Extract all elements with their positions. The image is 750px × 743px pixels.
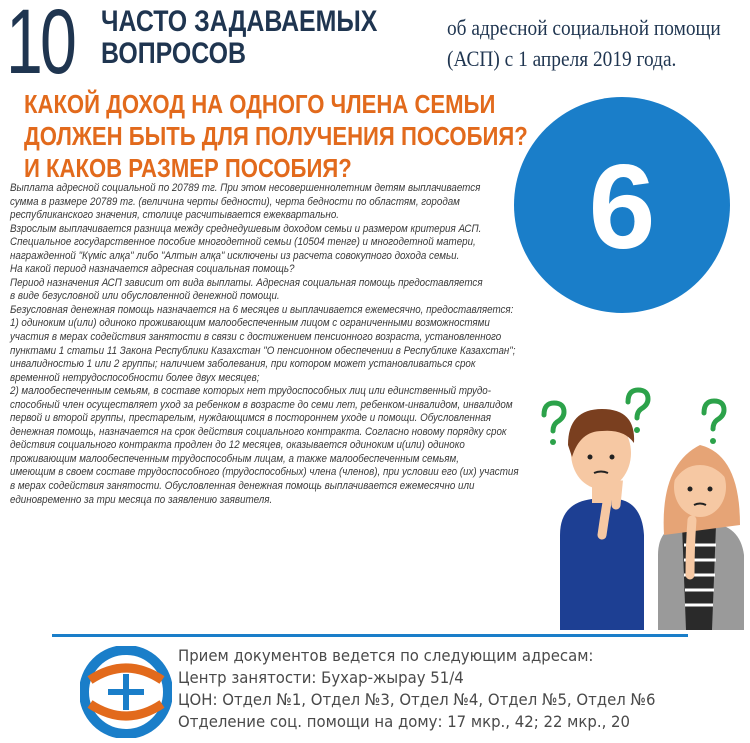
answer-text-line: действия социального контракта продлен до 12 месяцев, оказывается одиноким и(или) одиноко [10, 439, 465, 452]
header-subtitle-line1: об адресной социальной помощи [447, 15, 721, 40]
answer-text-line: 1) одиноким и(или) одиноко проживающим малообеспеченным лицом с ограниченными возможностями [10, 317, 490, 330]
answer-text-line: сумма в размере 20789 тг. (величина черты бедности), черта бедности по областям, городам [10, 195, 460, 208]
answer-text-line: в виде безусловной или обусловленной денежной помощи. [10, 290, 280, 303]
answer-text-line: 2) малообеспеченным семьям, в составе которых нет трудоспособных лиц или единственный трудо- [10, 385, 492, 398]
address-con: ЦОН: Отдел №1, Отдел №3, Отдел №4, Отдел №5, Отдел №6 [178, 690, 656, 709]
logo-icon [80, 646, 172, 738]
question-heading [24, 88, 528, 184]
woman-figure-icon [658, 445, 744, 630]
question-mark-dot-icon [550, 439, 556, 445]
header-number: 10 [6, 0, 74, 93]
answer-text-line: способный член осуществляет уход за ребенком в возрасте до семи лет, ребенком-инвалидом, инвалидом [10, 398, 513, 411]
question-line1: КАКОЙ ДОХОД НА ОДНОГО ЧЛЕНА СЕМЬИ [24, 89, 496, 119]
answer-text-line: временной нетрудоспособности более двух месяцев; [10, 371, 260, 384]
answer-text-line: республиканского значения, столице расчитывается ежеквартально. [10, 209, 339, 222]
addresses-block [178, 645, 655, 733]
people-illustration [540, 385, 750, 630]
answer-text-line: награжденной "Күміс алқа" либо "Алтын алқа" исключены из расчета совокупного дохода семьи. [10, 249, 460, 262]
header-title [101, 6, 377, 70]
question-mark-icon [628, 390, 648, 418]
answer-text-line: денежная помощь, назначается на срок действия социального контракта. Согласно новому порядку срок [10, 425, 507, 438]
address-home-assistance: Отделение соц. помощи на дому: 17 мкр., 42; 22 мкр., 20 [178, 712, 630, 731]
footer-divider [52, 634, 688, 637]
header-title-line1: ЧАСТО ЗАДАВАЕМЫХ [101, 5, 378, 38]
question-line3: И КАКОВ РАЗМЕР ПОСОБИЯ? [24, 153, 352, 183]
question-mark-dot-icon [634, 427, 640, 433]
header-subtitle-line2: (АСП) с 1 апреля 2019 года. [447, 46, 677, 71]
question-number: 6 [588, 140, 656, 274]
answer-text-line: проживающим малообеспеченным трудоспособным лицам, а также малообеспеченным семьям, [10, 452, 459, 465]
answer-text-line: Взрослым выплачивается разница между среднедушевым доходом семьи и размером критерия АСП. [10, 222, 482, 235]
answer-text-line: единовременно за три месяца по заявлению заявителя. [10, 493, 273, 506]
address-employment-center: Центр занятости: Бухар-жырау 51/4 [178, 668, 464, 687]
answer-text-line: пунктами 1 статьи 11 Закона Республики Казахстан "О пенсионном обеспечении в Республике Казахстан"; [10, 344, 516, 357]
question-line2: ДОЛЖЕН БЫТЬ ДЛЯ ПОЛУЧЕНИЯ ПОСОБИЯ? [24, 121, 528, 151]
answer-text-line: Безусловная денежная помощь назначается на 6 месяцев и выплачивается ежемесячно, предоставляется: [10, 303, 514, 316]
header-subtitle [447, 12, 721, 74]
question-mark-icon [544, 403, 564, 431]
question-mark-icon [704, 401, 724, 429]
answer-text-line: На какой период назначается адресная социальная помощь? [10, 263, 295, 276]
answer-text-line: участия в мерах содействия занятости в связи с достижением пенсионного возраста, установленного [10, 331, 502, 344]
answer-text [10, 182, 560, 507]
answer-text-line: Выплата адресной социальной по 20789 тг. При этом несовершеннолетним детям выплачивается [10, 182, 481, 194]
answer-text-line: первой и второй группы, престарелым, нуждающимся в постороннем уходе и помощи. Обусловленная [10, 412, 492, 425]
answer-text-line: имеющим в своем составе трудоспособного (трудоспособных) члена (членов), при условии его (их) участия [10, 466, 519, 479]
man-figure-icon [560, 409, 644, 630]
answer-text-line: Специальное государственное пособие многодетной семьи (10504 тенге) и многодетной матери, [10, 236, 476, 249]
answer-text-line: в мерах содействия занятости. Обусловленная денежная помощь выплачивается ежемесячно или [10, 480, 475, 493]
header-title-line2: ВОПРОСОВ [101, 37, 246, 70]
answer-text-line: инвалидностью 1 или 2 группы; наличием заболевания, при котором может установливаться срок [10, 358, 476, 371]
answer-text-line: Период назначения АСП зависит от вида выплаты. Адресная социальная помощь предоставляется [10, 276, 483, 289]
addresses-intro: Прием документов ведется по следующим адресам: [178, 646, 594, 665]
question-mark-dot-icon [710, 438, 716, 444]
